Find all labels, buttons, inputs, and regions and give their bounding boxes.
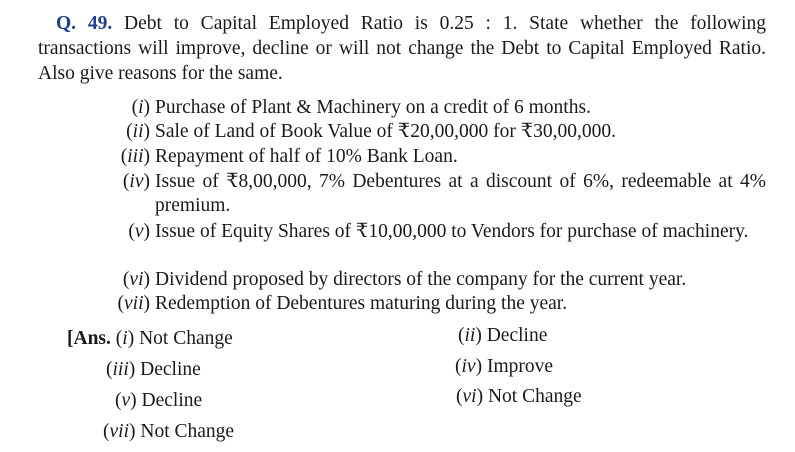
answer-item: (v) Decline bbox=[115, 390, 203, 411]
answer-item: (iii) Decline bbox=[106, 359, 201, 380]
item-text: Issue of ₹8,00,000, 7% Debentures at a discount of 6%, redeemable at 4% premium. bbox=[155, 171, 766, 216]
item-text: Issue of Equity Shares of ₹10,00,000 to Vendors for purchase of machinery. bbox=[155, 221, 749, 242]
item-number: (i) bbox=[131, 97, 150, 118]
item-text: Purchase of Plant & Machinery on a credit of 6 months. bbox=[155, 97, 591, 118]
answer-item: [Ans. (i) Not Change bbox=[67, 328, 233, 349]
item-text: Dividend proposed by directors of the company for the current year. bbox=[155, 269, 687, 290]
item-number: (vii) bbox=[117, 293, 150, 314]
item-text: Sale of Land of Book Value of ₹20,00,000 for ₹30,00,000. bbox=[155, 121, 616, 142]
answer-item: (iv) Improve bbox=[455, 356, 554, 377]
question-number: Q. 49. bbox=[56, 13, 113, 34]
question-text: Debt to Capital Employed Ratio is 0.25 : 1. State whether the following transactions will improve, decline or will not change the Debt to Capital Employed Ratio. Also give reasons for the same. bbox=[38, 13, 766, 84]
item-text: Redemption of Debentures maturing during the year. bbox=[155, 293, 568, 314]
answer-item: (vi) Not Change bbox=[456, 386, 582, 407]
item-text: Repayment of half of 10% Bank Loan. bbox=[155, 146, 458, 167]
item-number: (iii) bbox=[120, 146, 150, 167]
question-paragraph bbox=[38, 11, 766, 86]
answer-label: [Ans. bbox=[67, 328, 111, 349]
item-number: (v) bbox=[128, 221, 150, 242]
item-number: (iv) bbox=[122, 171, 150, 192]
answer-item: (ii) Decline bbox=[458, 325, 548, 346]
answer-item: (vii) Not Change bbox=[103, 421, 235, 442]
item-number: (ii) bbox=[126, 121, 150, 142]
item-number: (vi) bbox=[122, 269, 150, 290]
